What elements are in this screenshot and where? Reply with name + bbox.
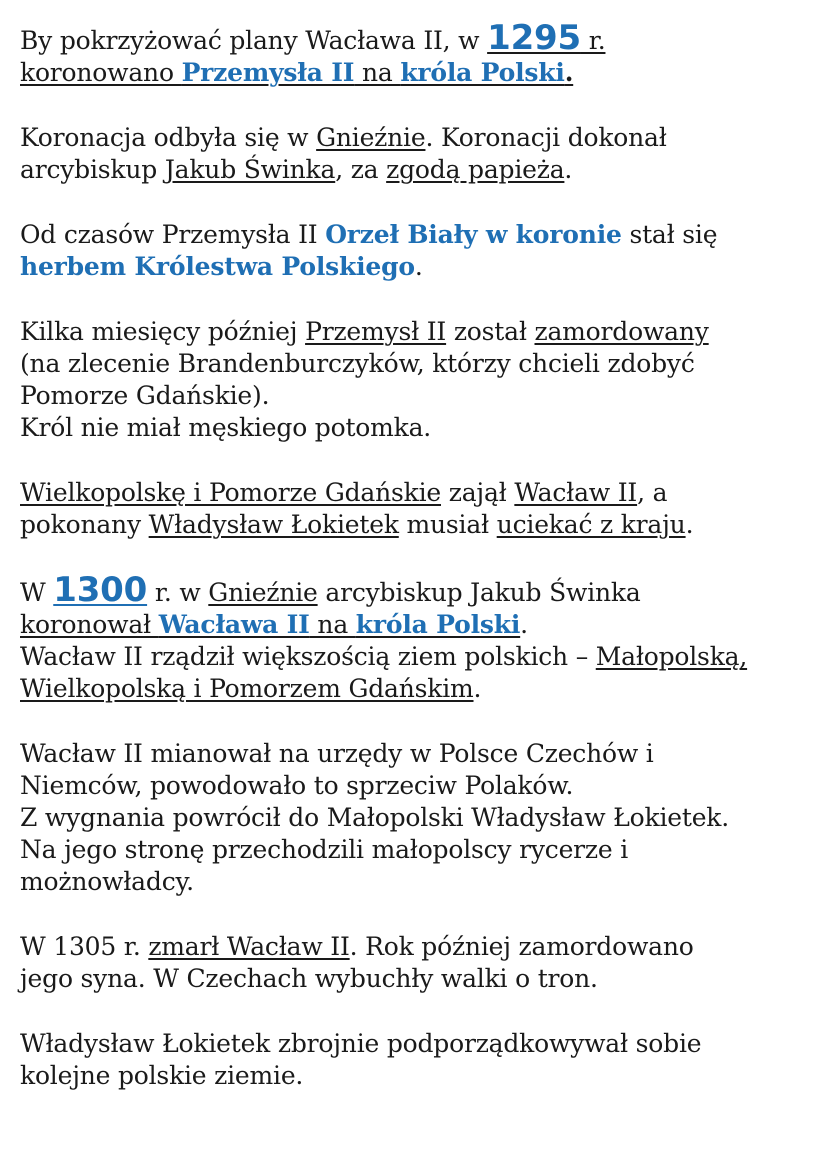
line xyxy=(20,316,820,348)
text: koronowano xyxy=(20,58,182,87)
text: na xyxy=(309,610,356,639)
text: W 1305 r. xyxy=(20,932,149,961)
line: możnowładcy. xyxy=(20,867,194,896)
text: Od czasów Przemysła II xyxy=(20,220,326,249)
underlined-uciekac: uciekać z kraju xyxy=(496,510,686,539)
line xyxy=(20,18,820,58)
line: jego syna. W Czechach wybuchły walki o tron. xyxy=(20,964,598,993)
text: . xyxy=(414,252,423,281)
line xyxy=(20,154,820,186)
line: Władysław Łokietek zbrojnie podporządkowywał sobie xyxy=(20,1029,702,1058)
paragraph-coronation-1295 xyxy=(20,18,820,89)
line: kolejne polskie ziemie. xyxy=(20,1061,304,1090)
document-page xyxy=(20,18,820,1125)
text: został xyxy=(446,317,535,346)
text: . xyxy=(564,58,574,87)
highlight-herb: herbem Królestwa Polskiego xyxy=(20,252,415,281)
line xyxy=(20,570,820,610)
underlined-waclaw: Wacław II xyxy=(514,478,638,507)
text: W xyxy=(20,578,54,607)
highlight-krol-polski: króla Polski xyxy=(355,610,521,639)
paragraph-murder xyxy=(20,316,820,444)
paragraph-lokietek-conquest xyxy=(20,1028,820,1092)
line xyxy=(20,931,820,963)
underlined-lokietek: Władysław Łokietek xyxy=(148,510,399,539)
text: . xyxy=(520,610,528,639)
text: , a xyxy=(637,478,668,507)
year-1295: 1295 xyxy=(487,18,581,58)
line: Wacław II mianował na urzędy w Polsce Czechów i xyxy=(20,739,654,768)
line: Z wygnania powrócił do Małopolski Władysław Łokietek. xyxy=(20,803,730,832)
text: r. w xyxy=(147,578,209,607)
highlight-przemysl: Przemysła II xyxy=(181,58,355,87)
text: r. xyxy=(580,26,606,55)
text: Kilka miesięcy później xyxy=(20,317,306,346)
text: arcybiskup Jakub Świnka xyxy=(317,578,641,607)
paragraph-coronation-1300 xyxy=(20,570,820,705)
highlight-krol-polski: króla Polski xyxy=(400,58,565,87)
underlined-gniezno: Gnieźnie xyxy=(316,123,426,152)
line: Na jego stronę przechodzili małopolscy rycerze i xyxy=(20,835,629,864)
highlight-waclaw: Wacława II xyxy=(158,610,310,639)
text: , za xyxy=(335,155,387,184)
underlined-gniezno: Gnieźnie xyxy=(208,578,318,607)
line xyxy=(20,477,820,509)
line xyxy=(20,57,820,89)
line: Niemców, powodowało to sprzeciw Polaków. xyxy=(20,771,574,800)
line xyxy=(20,509,820,541)
line xyxy=(20,122,820,154)
underlined-jakub-swinka: Jakub Świnka xyxy=(164,155,336,184)
line: Pomorze Gdańskie). xyxy=(20,381,270,410)
line xyxy=(20,251,820,283)
line xyxy=(20,609,820,641)
text: Wacław II rządził większością ziem polskich – xyxy=(20,642,596,671)
text: stał się xyxy=(621,220,718,249)
text: By pokrzyżować plany Wacława II, w xyxy=(20,26,488,55)
text: Koronacja odbyła się w xyxy=(20,123,317,152)
line: Król nie miał męskiego potomka. xyxy=(20,413,432,442)
paragraph-white-eagle xyxy=(20,219,820,283)
underlined-zamordowany: zamordowany xyxy=(534,317,709,346)
text: na xyxy=(354,58,401,87)
text: pokonany xyxy=(20,510,149,539)
underlined-regions: Wielkopolskę i Pomorze Gdańskie xyxy=(20,478,441,507)
paragraph-waclaw-takeover xyxy=(20,477,820,541)
highlight-orzel-bialy: Orzeł Biały w koronie xyxy=(325,220,622,249)
line xyxy=(20,673,820,705)
paragraph-coronation-place xyxy=(20,122,820,186)
text: . Rok później zamordowano xyxy=(349,932,694,961)
underlined-regions: Wielkopolską i Pomorzem Gdańskim xyxy=(20,674,474,703)
paragraph-opposition xyxy=(20,738,820,898)
text: . xyxy=(564,155,573,184)
year-1300: 1300 xyxy=(53,570,148,610)
line: (na zlecenie Brandenburczyków, którzy chcieli zdobyć xyxy=(20,349,695,378)
underlined-zgoda-papieza: zgodą papieża xyxy=(386,155,565,184)
text: . xyxy=(473,674,482,703)
underlined-zmarl-waclaw: zmarł Wacław II xyxy=(148,932,350,961)
text: zajął xyxy=(441,478,515,507)
text: arcybiskup xyxy=(20,155,165,184)
line xyxy=(20,641,820,673)
text: musiał xyxy=(398,510,497,539)
underlined-przemysl: Przemysł II xyxy=(305,317,447,346)
underlined-malopolska: Małopolską, xyxy=(595,642,748,671)
text: koronował xyxy=(20,610,159,639)
paragraph-death-1305 xyxy=(20,931,820,995)
line xyxy=(20,219,820,251)
text: . Koronacji dokonał xyxy=(425,123,667,152)
text: . xyxy=(685,510,694,539)
